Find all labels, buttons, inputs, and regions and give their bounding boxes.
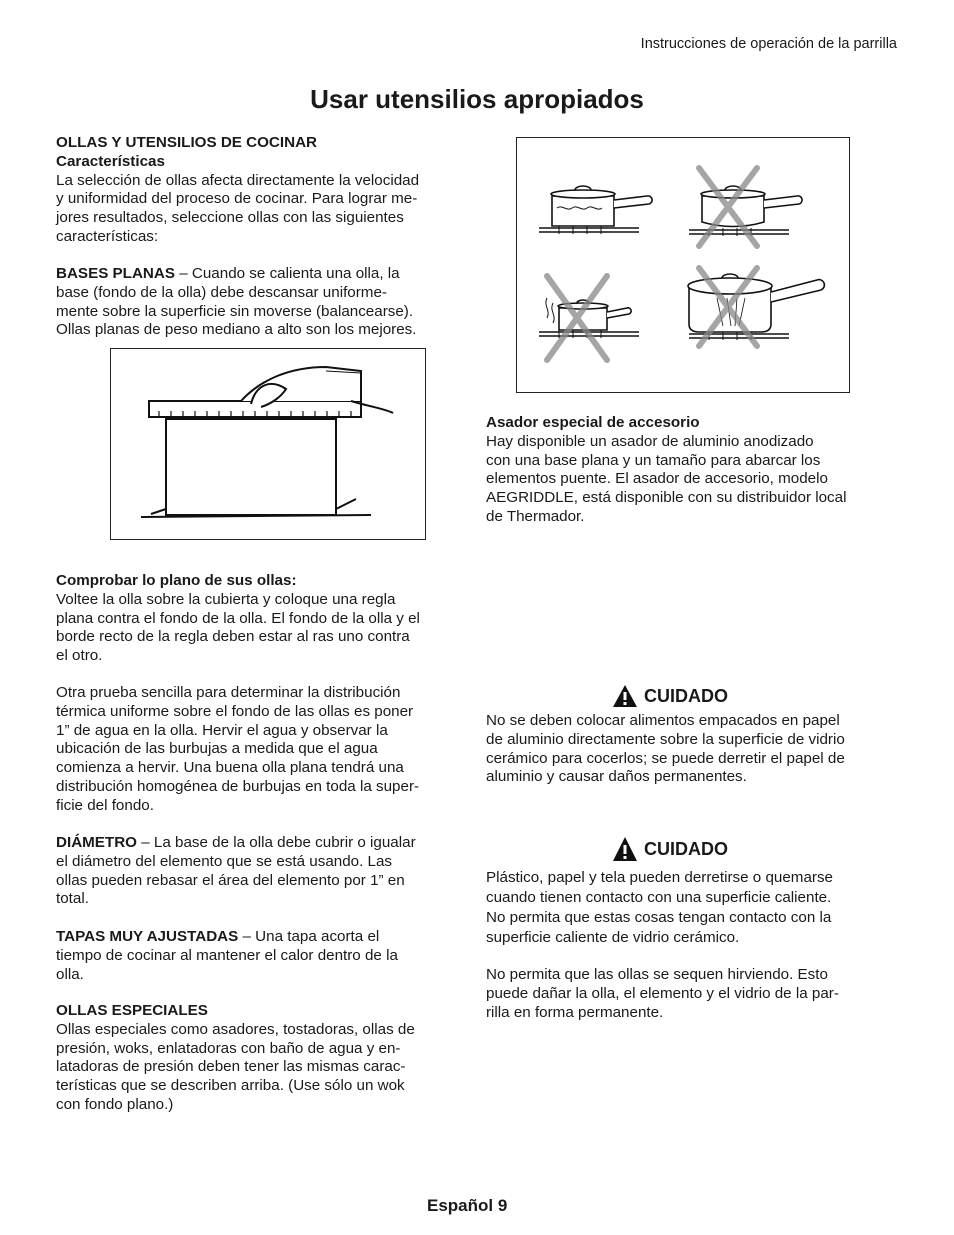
text-line: terísticas que se describen arriba. (Use sólo un wok [56, 1077, 405, 1095]
ruler-pot-drawing [111, 349, 425, 539]
boil-dry-paragraph [486, 966, 839, 1022]
text-line: – Cuando se calienta una olla, la [175, 265, 400, 282]
text-line: con fondo plano.) [56, 1095, 174, 1113]
griddle-paragraph [486, 414, 846, 527]
special-cookware-paragraph [56, 1002, 415, 1115]
text-line: cerámico para cocerlos; se puede derretir el papel de [486, 749, 845, 767]
text-line: presión, woks, enlatadoras con baño de agua y en- [56, 1039, 401, 1057]
caution-label: CUIDADO [644, 838, 728, 859]
text-line: Ollas especiales como asadores, tostadoras, ollas de [56, 1020, 415, 1038]
text-line: La selección de ollas afecta directamente la velocidad [56, 171, 420, 189]
text-line: de Thermador. [486, 507, 585, 525]
text-line: puede dañar la olla, el elemento y el vidrio de la par- [486, 984, 839, 1002]
caution-heading-2 [612, 836, 728, 862]
text-line: comienza a hervir. Una buena olla plana tendrá una [56, 759, 404, 777]
text-line: mente sobre la superficie sin moverse (balancearse). [56, 302, 414, 320]
page-number: Español 9 [427, 1196, 508, 1215]
text-line: jores resultados, seleccione ollas con las siguientes [56, 209, 404, 227]
warning-triangle-icon [612, 684, 638, 708]
good-pot-1 [539, 186, 652, 234]
text-line: características: [56, 227, 159, 245]
text-line: el diámetro del elemento que se está usando. Las [56, 852, 393, 870]
text-line: elementos puente. El asador de accesorio, modelo [486, 470, 828, 488]
subheading: Asador especial de accesorio [486, 414, 700, 431]
text-line: base (fondo de la olla) debe descansar uniforme- [56, 283, 387, 301]
subheading: Comprobar lo plano de sus ollas: [56, 572, 297, 589]
text-line: de aluminio directamente sobre la superficie de vidrio [486, 730, 845, 748]
flat-bases-paragraph [56, 265, 417, 340]
text-line: Voltee la olla sobre la cubierta y coloque una regla [56, 590, 396, 608]
text-line: tiempo de cocinar al mantener el calor dentro de la [56, 946, 398, 964]
text-line: cuando tienen contacto con una superficie caliente. [486, 889, 832, 906]
text-line: Hay disponible un asador de aluminio anodizado [486, 432, 814, 450]
text-line: ollas pueden rebasar el área del elemento por 1” en [56, 871, 405, 889]
pot-comparison-drawing [517, 138, 849, 392]
text-line: No se deben colocar alimentos empacados en papel [486, 712, 840, 729]
text-line: latadoras de presión deben tener las mismas carac- [56, 1058, 406, 1076]
text-line: No permita que estas cosas tengan contacto con la [486, 909, 832, 926]
caution-heading-1 [612, 684, 728, 708]
lids-paragraph [56, 928, 398, 984]
text-line: el otro. [56, 647, 103, 665]
text-line: aluminio y causar daños permanentes. [486, 768, 747, 786]
text-line: – Una tapa acorta el [238, 928, 380, 945]
running-header: Instrucciones de operación de la parrilla [640, 36, 897, 52]
text-line: AEGRIDDLE, está disponible con su distribuidor local [486, 489, 847, 507]
text-line: – La base de la olla debe cubrir o igualar [137, 834, 416, 851]
text-line: térmica uniforme sobre el fondo de las ollas es poner [56, 702, 414, 720]
text-line: 1” de agua en la olla. Hervir el agua y observar la [56, 721, 388, 739]
text-line: rilla en forma permanente. [486, 1003, 664, 1021]
text-line: plana contra el fondo de la olla. El fondo de la olla y el [56, 609, 420, 627]
text-line: Plástico, papel y tela pueden derretirse o quemarse [486, 869, 833, 886]
caution-label: CUIDADO [644, 685, 728, 706]
bubble-test-paragraph [56, 684, 419, 816]
text-line: superficie caliente de vidrio cerámico. [486, 929, 740, 946]
text-line: total. [56, 890, 89, 908]
text-line: con una base plana y un tamaño para abarcar los [486, 451, 821, 469]
text-line: Ollas planas de peso mediano a alto son los mejores. [56, 321, 417, 339]
text-line: ficie del fondo. [56, 796, 154, 814]
section-cookware [56, 134, 419, 247]
warning-triangle-icon [612, 836, 638, 862]
caution-text-1 [486, 712, 845, 787]
term-label: TAPAS MUY AJUSTADAS [56, 928, 239, 945]
section-subheading: Características [56, 152, 165, 170]
text-line: olla. [56, 965, 84, 983]
term-label: DIÁMETRO [56, 834, 137, 851]
text-line: ubicación de las burbujas a medida que el agua [56, 740, 378, 758]
section-heading: OLLAS ESPECIALES [56, 1002, 208, 1019]
section-heading: OLLAS Y UTENSILIOS DE COCINAR [56, 134, 318, 151]
text-line: Otra prueba sencilla para determinar la distribución [56, 684, 401, 701]
text-line: distribución homogénea de burbujas en toda la super- [56, 777, 420, 795]
term-label: BASES PLANAS [56, 265, 175, 282]
text-line: y uniformidad del proceso de cocinar. Para lograr me- [56, 190, 418, 208]
text-line: No permita que las ollas se sequen hirviendo. Esto [486, 966, 828, 983]
text-line: borde recto de la regla deben estar al ras uno contra [56, 628, 410, 646]
pot-comparison-illustration [516, 137, 850, 393]
ruler-test-illustration [110, 348, 426, 540]
check-flatness-paragraph [56, 572, 420, 666]
diameter-paragraph [56, 834, 416, 909]
caution-text-2 [486, 868, 833, 948]
page-title: Usar utensilios apropiados [310, 84, 644, 114]
